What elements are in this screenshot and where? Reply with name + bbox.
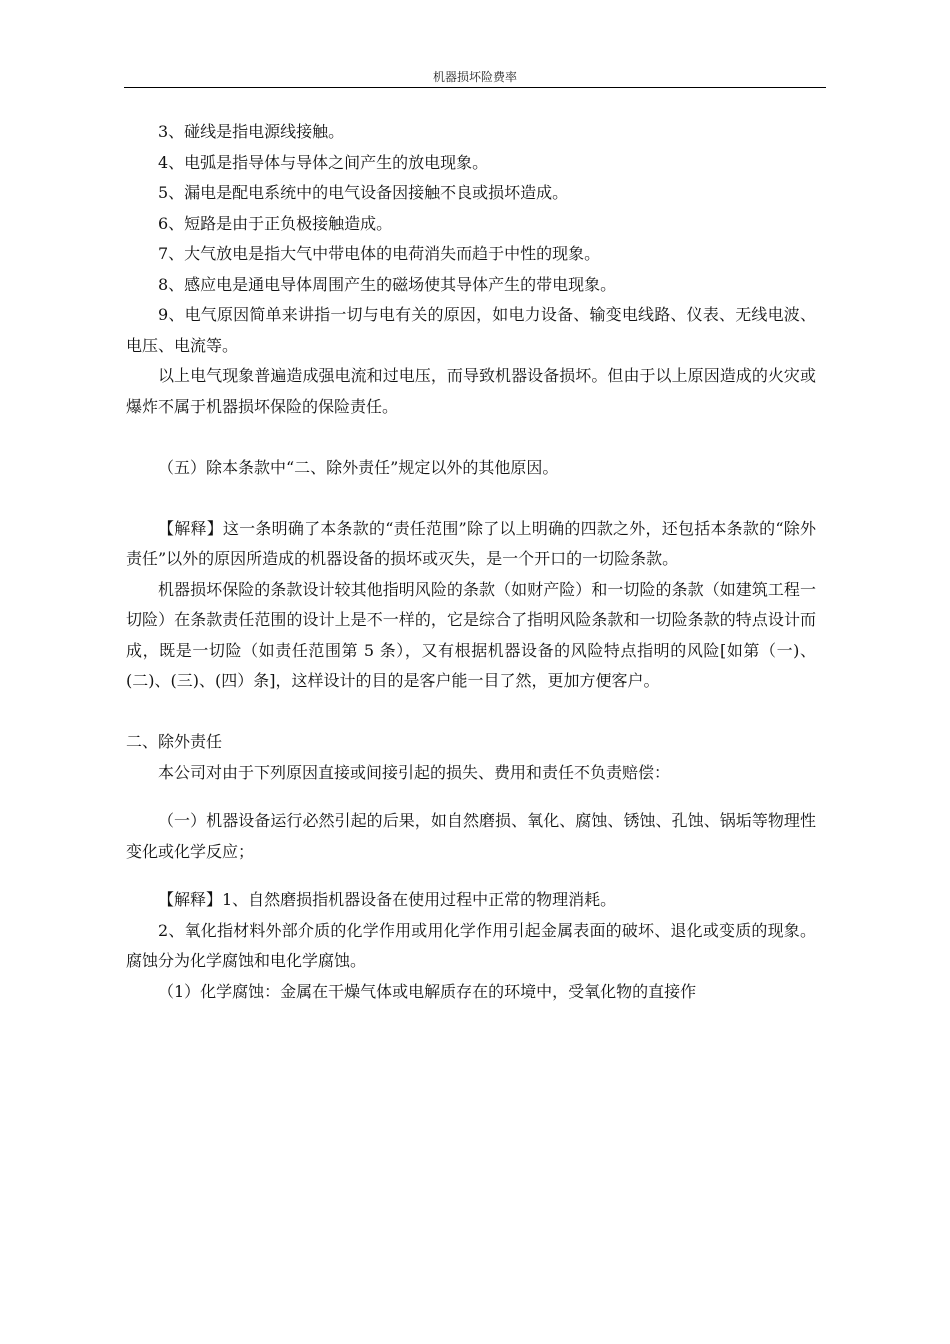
explanation-paragraph: 【解释】1、自然磨损指机器设备在使用过程中正常的物理消耗。 [158,890,617,909]
paragraph: 3、碰线是指电源线接触。 [158,122,345,141]
exclusion-item-1: （一）机器设备运行必然引起的后果，如自然磨损、氧化、腐蚀、锈蚀、孔蚀、锅垢等物理性变化或化学反应； [126,811,816,861]
explanation-paragraph: 【解释】这一条明确了本条款的“责任范围”除了以上明确的四款之外，还包括本条款的“除外责任”以外的原因所造成的机器设备的损坏或灭失，是一个开口的一切险条款。 [126,518,816,568]
paragraph: 本公司对由于下列原因直接或间接引起的损失、费用和责任不负责赔偿： [158,762,671,782]
paragraph: 以上电气现象普遍造成强电流和过电压，而导致机器设备损坏。但由于以上原因造成的火灾或爆炸不属于机器损坏保险的保险责任。 [126,366,816,416]
paragraph: 2、氧化指材料外部介质的化学作用或用化学作用引起金属表面的破坏、退化或变质的现象。腐蚀分为化学腐蚀和电化学腐蚀。 [126,920,816,970]
spacer [126,422,816,453]
document-body [126,117,816,1007]
paragraph: 6、短路是由于正负极接触造成。 [158,213,393,233]
spacer [126,867,816,885]
paragraph: 机器损坏保险的条款设计较其他指明风险的条款（如财产险）和一切险的条款（如建筑工程一切险）在条款责任范围的设计上是不一样的，它是综合了指明风险条款和一切险条款的特点设计而成，既是一切险（如责任范围第 5 条），又有根据机器设备的风险特点指明的风险[如第（一)、(二)、(三)、(四）条]，这样设计的目的是客户能一目了然，更加方便客户。 [126,579,816,690]
paragraph: 4、电弧是指导体与导体之间产生的放电现象。 [158,152,489,172]
paragraph: 9、电气原因简单来讲指一切与电有关的原因，如电力设备、输变电线路、仪表、无线电波、电压、电流等。 [126,305,816,355]
paragraph: （1）化学腐蚀：金属在干燥气体或电解质存在的环境中，受氧化物的直接作 [158,981,697,1001]
paragraph: 5、漏电是配电系统中的电气设备因接触不良或损坏造成。 [158,183,569,202]
spacer [126,697,816,728]
section-heading: 二、除外责任 [126,732,223,751]
paragraph: 7、大气放电是指大气中带电体的电荷消失而趋于中性的现象。 [158,244,601,263]
page-header: 机器损坏险费率 [124,70,826,88]
spacer [126,788,816,806]
spacer [126,483,816,514]
paragraph: 8、感应电是通电导体周围产生的磁场使其导体产生的带电现象。 [158,274,617,294]
clause-item-5: （五）除本条款中“二、除外责任”规定以外的其他原因。 [158,457,559,477]
